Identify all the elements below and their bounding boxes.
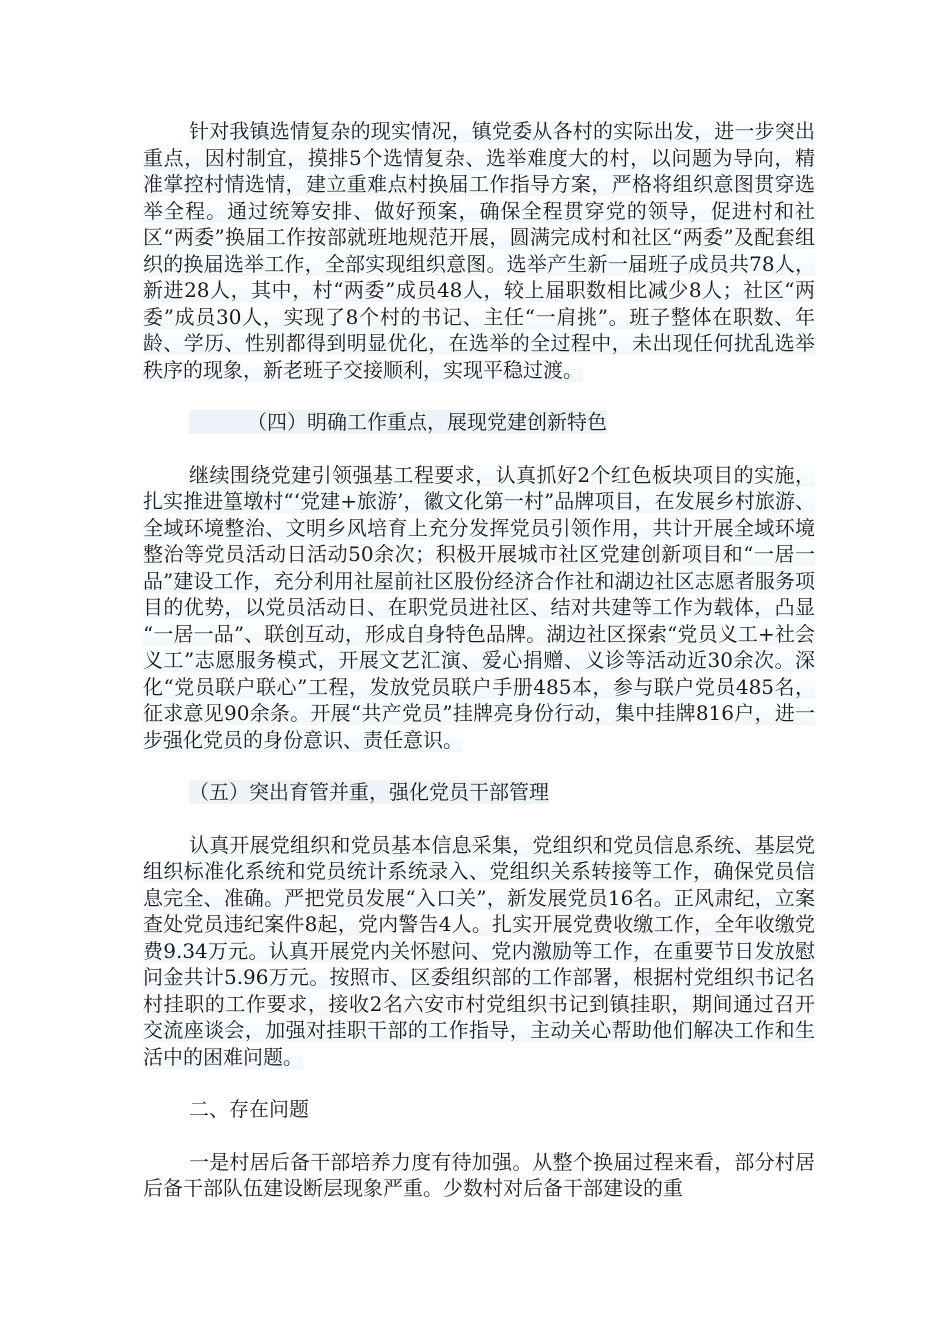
section-heading-problems	[143, 1096, 815, 1123]
section-heading-4-text: （四）明确工作重点，展现党建创新特色	[189, 410, 607, 434]
section-heading-5	[143, 779, 815, 806]
paragraph-problem-1-text: 一是村居后备干部培养力度有待加强。从整个换届过程来看，部分村居后备干部队伍建设断层现象严重。少数村对后备干部建设的重	[143, 1149, 815, 1200]
paragraph-election	[143, 118, 815, 383]
document-body	[143, 118, 815, 1228]
section-heading-4	[143, 409, 815, 436]
paragraph-innovation-text: 继续围绕党建引领强基工程要求，认真抓好2个红色板块项目的实施，扎实推进篁墩村“‘党建+旅游’，徽文化第一村”品牌项目，在发展乡村旅游、全域环境整治、文明乡风培育上充分发挥党员引领作用，共计开展全域环境整治等党员活动日活动50余次；积极开展城市社区党建创新项目和“一居一品”建设工作，充分利用社屋前社区股份经济合作社和湖边社区志愿者服务项目的优势，以党员活动日、在职党员进社区、结对共建等工作为载体，凸显 “一居一品”、联创互动，形成自身特色品牌。湖边社区探索“党员义工+社会义工”志愿服务模式，开展文艺汇演、爱心捐赠、义诊等活动近30余次。深化“党员联户联心”工程，发放党员联户手册485本，参与联户党员485名，征求意见90余条。开展“共产党员”挂牌亮身份行动，集中挂牌816户，进一步强化党员的身份意识、责任意识。	[143, 462, 815, 752]
section-heading-problems-text: 二、存在问题	[189, 1097, 309, 1121]
paragraph-problem-1	[143, 1149, 815, 1202]
paragraph-innovation	[143, 462, 815, 754]
paragraph-management	[143, 832, 815, 1071]
paragraph-election-text: 针对我镇选情复杂的现实情况，镇党委从各村的实际出发，进一步突出重点，因村制宜，摸排5个选情复杂、选举难度大的村，以问题为导向，精准掌控村情选情，建立重难点村换届工作指导方案，严格将组织意图贯穿选举全程。通过统筹安排、做好预案，确保全程贯穿党的领导，促进村和社区“两委”换届工作按部就班地规范开展，圆满完成村和社区“两委”及配套组织的换届选举工作，全部实现组织意图。选举产生新一届班子成员共78人，新进28人，其中，村“两委”成员48人，较上届职数相比减少8人；社区“两委”成员30人，实现了8个村的书记、主任“一肩挑”。班子整体在职数、年龄、学历、性别都得到明显优化，在选举的全过程中，未出现任何扰乱选举秩序的现象，新老班子交接顺利，实现平稳过渡。	[143, 119, 815, 382]
section-heading-5-text: （五）突出育管并重，强化党员干部管理	[189, 780, 549, 804]
paragraph-management-text: 认真开展党组织和党员基本信息采集，党组织和党员信息系统、基层党组织标准化系统和党员统计系统录入、党组织关系转接等工作，确保党员信息完全、准确。严把党员发展“入口关”，新发展党员16名。正风肃纪，立案查处党员违纪案件8起，党内警告4人。扎实开展党费收缴工作，全年收缴党费9.34万元。认真开展党内关怀慰问、党内激励等工作，在重要节日发放慰问金共计5.96万元。按照市、区委组织部的工作部署，根据村党组织书记名村挂职的工作要求，接收2名六安市村党组织书记到镇挂职，期间通过召开交流座谈会，加强对挂职干部的工作指导，主动关心帮助他们解决工作和生活中的困难问题。	[143, 832, 815, 1069]
